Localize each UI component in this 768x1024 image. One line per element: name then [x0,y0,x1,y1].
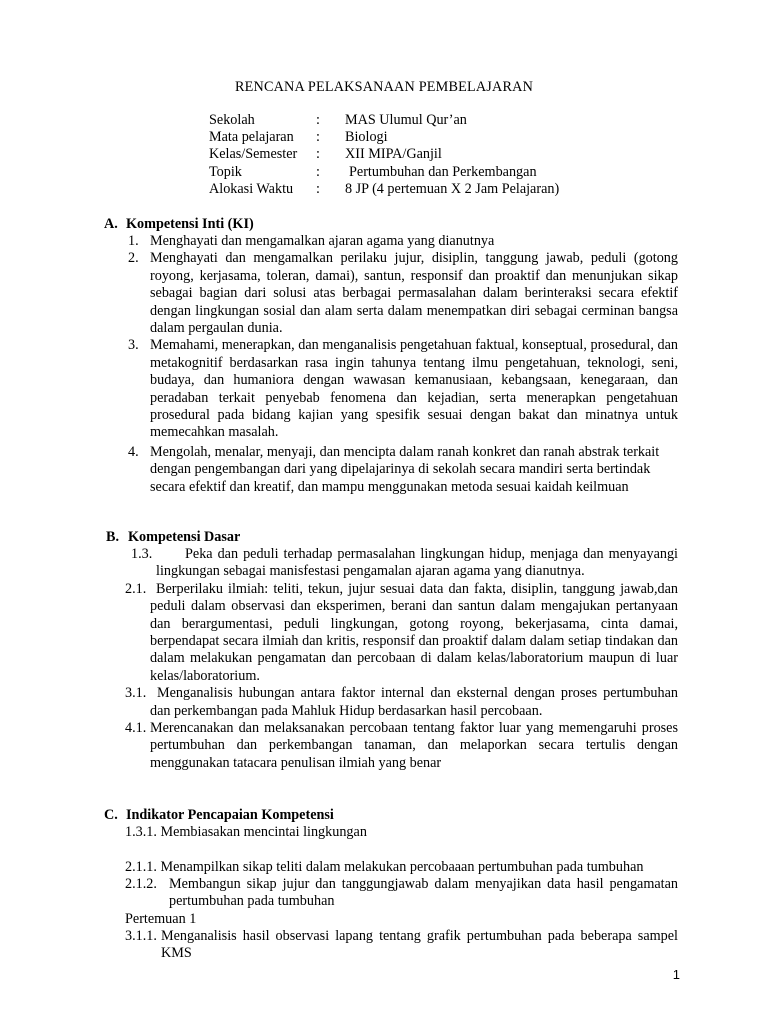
list-item [128,337,678,441]
document-title: RENCANA PELAKSANAAN PEMBELAJARAN [234,79,534,95]
info-value: XII MIPA/Ganjil [345,146,442,163]
info-colon: : [316,163,320,180]
section-letter: A. [104,216,118,232]
item-text: Memahami, menerapkan, dan menganalisis pengetahuan faktual, konseptual, prosedural, dan metakognitif berdasarkan rasa ingin tahunya tentang ilmu pengetahuan, teknologi, seni, budaya, dan humaniora dengan wawasan kemanusiaan, kebangsaan, kenegaraan, dan peradaban terkait penyebab fenomena dan kejadian, serta menerapkan pengetahuan prosedural pada bidang kajian yang spesifik sesuai dengan bakat dan minatnya untuk memecahkan masalah. [150,337,678,441]
section-heading-indikator [104,807,334,824]
info-row-kelas [209,146,559,163]
section-title: Kompetensi Dasar [128,529,241,545]
info-label: Topik [209,163,242,180]
item-text: Membangun sikap jujur dan tanggungjawab dalam menyajikan data hasil pengamatan pertumbuhan pada tumbuhan [169,876,678,910]
list-item [125,928,678,963]
info-value: MAS Ulumul Qur’an [345,112,467,128]
item-number: 2. [128,250,139,267]
indicator-131 [125,824,678,841]
info-label: Mata pelajaran [209,129,294,146]
info-colon: : [316,180,320,197]
info-label: Kelas/Semester [209,146,298,163]
info-colon: : [316,129,320,146]
item-text: Peka dan peduli terhadap permasalahan lingkungan hidup, menjaga dan menyayangi lingkungan sebagai manisfestasi pengamalan ajaran agama yang dianutnya. [156,546,678,580]
item-number: 4.1. [125,720,147,737]
info-row-alokasi [209,181,559,198]
list-item [125,720,678,772]
item-text: Mengolah, menalar, menyaji, dan mencipta dalam ranah konkret dan ranah abstrak terkait dengan pengembangan dari yang dipelajarinya di sekolah secara mandiri serta bertindak secara efektif dan kreatif, dan mampu menggunakan metoda sesuai kaidah keilmuan [150,443,660,495]
item-number: 3.1.1. [125,928,157,944]
info-row-topik [209,164,559,181]
item-number: 3. [128,337,139,354]
list-item [125,685,678,720]
info-label: Alokasi Waktu [209,180,294,197]
item-text: Menghayati dan mengamalkan ajaran agama yang dianutnya [150,233,495,249]
list-item [128,444,678,496]
info-value: Biologi [345,129,388,146]
info-table [209,112,559,198]
list-item [125,876,678,911]
item-text: Menganalisis hasil observasi lapang tentang grafik pertumbuhan pada beberapa sampel KMS [161,928,678,962]
info-label: Sekolah [209,112,255,128]
item-text: Merencanakan dan melaksanakan percobaan tentang faktor luar yang memengaruhi proses pertumbuhan dan perkembangan tanaman, dan melaporkan secara tertulis dengan menggunakan tatacara penulisan ilmiah yang benar [150,720,678,771]
indicator-text: 2.1.1. Menampilkan sikap teliti dalam melakukan percobaaan pertumbuhan pada tumbuhan [125,859,644,875]
info-value: 8 JP (4 pertemuan X 2 Jam Pelajaran) [345,180,560,197]
meeting-label [125,911,678,928]
section-title: Indikator Pencapaian Kompetensi [126,807,334,823]
item-text: Menganalisis hubungan antara faktor internal dan eksternal dengan proses pertumbuhan dan perkembangan pada Mahluk Hidup berdasarkan hasil percobaan. [150,685,678,719]
info-row-sekolah [209,112,559,129]
item-text: Menghayati dan mengamalkan perilaku jujur, disiplin, tanggung jawab, peduli (gotong royong, kerjasama, toleran, damai), santun, responsif dan proaktif dan menunjukan sikap sebagai bagian dari solusi atas berbagai permasalahan dalam berinteraksi secara efektif dengan lingkungan sosial dan alam serta dalam menempatkan diri sebagai cerminan bangsa dalam pergaulan dunia. [150,250,678,337]
item-number: 1. [128,233,139,249]
item-text: Berperilaku ilmiah: teliti, tekun, jujur sesuai data dan fakta, disiplin, tanggung jawab,dan peduli dalam observasi dan eksperimen, berani dan santun dalam mengajukan pertanyaan dan berargumentasi, peduli lingkungan, gotong royong, bekerjasama, cinta damai, berpendapat secara ilmiah dan kritis, responsif dan proaktif dalam dalam setiap tindakan dan dalam melakukan pengamatan dan percobaan di dalam kelas/laboratorium maupun di luar kelas/laboratorium. [150,580,678,684]
ki-list [128,233,678,496]
section-title: Kompetensi Inti (KI) [126,216,254,232]
page-number: 1 [672,967,680,982]
item-number: 2.1. [125,580,147,597]
section-letter: B. [106,529,120,545]
section-letter: C. [104,807,118,823]
indicator-311 [125,928,678,963]
indicator-212 [125,876,678,911]
meeting-text: Pertemuan 1 [125,911,197,927]
indicator-211 [125,859,678,876]
section-heading-ki [104,216,254,233]
list-item [128,233,678,250]
list-item [128,546,678,581]
section-heading-kd [106,529,240,546]
kd-list [125,546,678,772]
info-row-mapel [209,129,559,146]
item-number: 3.1. [125,685,147,702]
list-item [125,580,678,685]
list-item [128,250,678,337]
info-colon: : [316,146,320,163]
info-colon: : [316,112,320,128]
info-value: Pertumbuhan dan Perkembangan [349,163,537,180]
item-number: 1.3. [131,546,153,562]
item-number: 4. [128,443,139,460]
item-number: 2.1.2. [125,876,157,892]
indicator-text: 1.3.1. Membiasakan mencintai lingkungan [125,824,367,840]
